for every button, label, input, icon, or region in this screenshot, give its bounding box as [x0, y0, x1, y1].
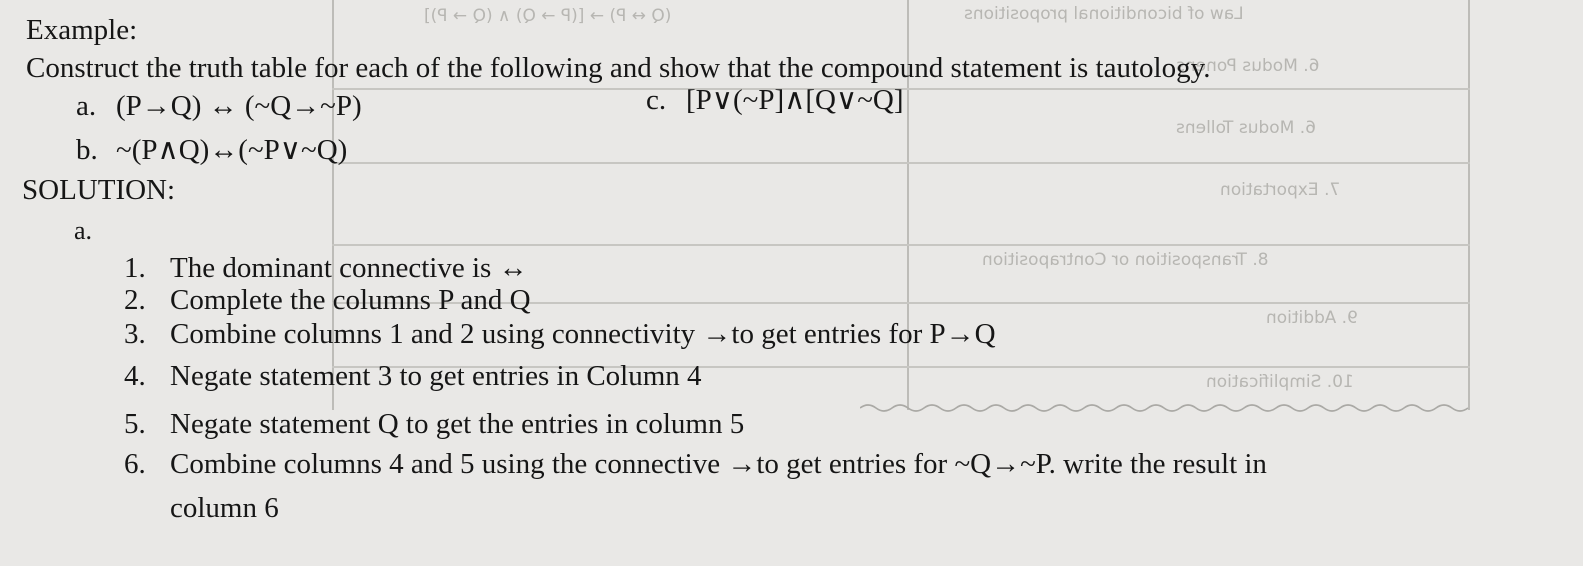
- problem-b: [76, 132, 347, 167]
- problem-text: [P∨(~P]∧[Q∨~Q]: [686, 84, 904, 116]
- step-text: The dominant connective is ↔: [170, 252, 528, 284]
- step-number: 6.: [124, 448, 146, 480]
- problem-a: [76, 90, 362, 123]
- step-text: Negate statement Q to get the entries in column 5: [170, 408, 745, 440]
- bleed-text: Law of biconditional propositions: [964, 4, 1244, 24]
- wavy-pencil-line: [860, 400, 1472, 416]
- problem-c: [646, 82, 904, 117]
- bleed-text: 10. Simplification: [1206, 372, 1354, 392]
- step-text: Complete the columns P and Q: [170, 284, 531, 316]
- step-number: 3.: [124, 318, 146, 350]
- bleed-text: 9. Addition: [1266, 308, 1358, 328]
- step-text: column 6: [170, 492, 279, 524]
- step-5: [124, 408, 744, 441]
- step-number: 5.: [124, 408, 146, 440]
- step-number: 1.: [124, 252, 146, 284]
- step-text: Negate statement 3 to get entries in Column 4: [170, 360, 702, 392]
- problem-label: a.: [76, 90, 97, 122]
- step-1: [124, 252, 528, 285]
- bleed-text: 6. Modus Ponens: [1176, 56, 1320, 76]
- problem-label: b.: [76, 134, 98, 166]
- step-6: [124, 448, 1267, 481]
- step-6-continuation: [124, 492, 279, 525]
- step-number: 4.: [124, 360, 146, 392]
- step-3: [124, 318, 996, 351]
- bleed-text: (Q ↔ P) → [(P → Q) ∧ (Q → P)]: [424, 6, 672, 26]
- step-text: Combine columns 4 and 5 using the connective →to get entries for ~Q→~P. write the result in: [170, 448, 1267, 480]
- step-2: [124, 284, 531, 317]
- part-label: a.: [74, 216, 93, 245]
- problem-text: (P→Q) ↔ (~Q→~P): [116, 90, 362, 122]
- step-4: [124, 360, 702, 393]
- bleed-text: 7. Exportation: [1220, 180, 1341, 200]
- example-label: Example:: [26, 14, 138, 46]
- bleed-text: 8. Transposition or Contraposition: [982, 250, 1269, 270]
- solution-heading: SOLUTION:: [22, 174, 176, 206]
- step-number: 2.: [124, 284, 146, 316]
- problem-label: c.: [646, 84, 667, 116]
- step-text: Combine columns 1 and 2 using connectivity →to get entries for P→Q: [170, 318, 996, 350]
- problem-text: ~(P∧Q)↔(~P∨~Q): [116, 134, 348, 166]
- instruction-text: Construct the truth table for each of the following and show that the compound statement is tautology.: [26, 52, 1211, 84]
- bleed-text: 6. Modus Tollens: [1176, 118, 1316, 138]
